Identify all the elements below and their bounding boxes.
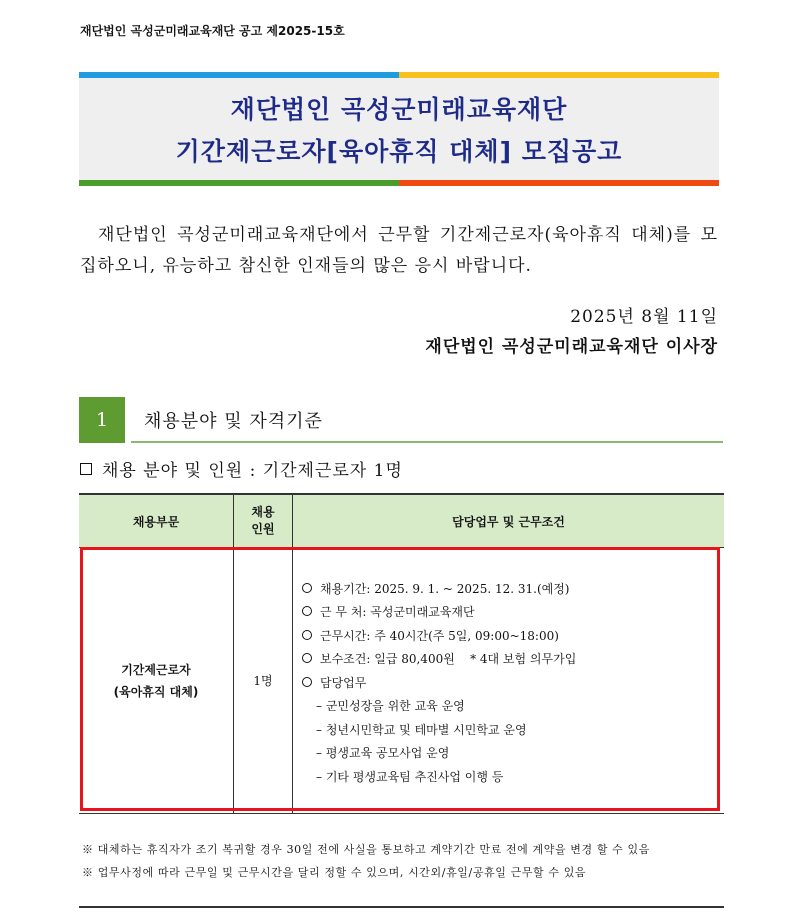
duty-item: 보수조건: 일급 80,400원 * 4대 보험 의무가입 bbox=[302, 648, 724, 672]
section-header bbox=[79, 397, 723, 443]
header-duties: 담당업무 및 근무조건 bbox=[293, 494, 725, 548]
title-bottom-bar bbox=[79, 180, 719, 186]
section-underline bbox=[131, 441, 723, 443]
duty-item: 근무시간: 주 40시간(주 5일, 09:00~18:00) bbox=[302, 625, 724, 649]
circle-bullet-icon bbox=[302, 677, 312, 687]
dept-cell bbox=[79, 548, 234, 814]
title-banner bbox=[79, 72, 719, 186]
circle-bullet-icon bbox=[302, 630, 312, 640]
section-title: 채용분야 및 자격기준 bbox=[144, 411, 323, 432]
notice-number: 재단법인 곡성군미래교육재단 공고 제2025-15호 bbox=[80, 24, 345, 38]
count-cell: 1명 bbox=[234, 548, 293, 814]
circle-bullet-icon bbox=[302, 606, 312, 616]
title-top-bar bbox=[79, 72, 719, 78]
dept-note: (육아휴직 대체) bbox=[113, 684, 199, 699]
sub-duty-item: – 군민성장을 위한 교육 운영 bbox=[316, 699, 465, 714]
header-count: 채용 인원 bbox=[234, 494, 293, 548]
circle-bullet-icon bbox=[302, 583, 312, 593]
recruitment-table bbox=[79, 493, 724, 814]
sub-duty-item: – 청년시민학교 및 테마별 시민학교 운영 bbox=[316, 722, 527, 737]
announcement-date: 2025년 8월 11일 bbox=[570, 307, 718, 327]
sub-duty-item: – 기타 평생교육팀 추진사업 이행 등 bbox=[316, 769, 504, 784]
section-number: 1 bbox=[79, 397, 125, 443]
duty-item: 근 무 처: 곡성군미래교육재단 bbox=[302, 601, 724, 625]
header-dept: 채용부문 bbox=[79, 494, 234, 548]
issuer-name: 재단법인 곡성군미래교육재단 이사장 bbox=[425, 337, 718, 357]
title-line-1: 재단법인 곡성군미래교육재단 bbox=[230, 95, 568, 124]
intro-paragraph: 재단법인 곡성군미래교육재단에서 근무할 기간제근로자(육아휴직 대체)를 모집하오니, 유능하고 참신한 인재들의 많은 응시 바랍니다. bbox=[80, 225, 718, 276]
duties-cell bbox=[293, 548, 725, 814]
square-bullet-icon bbox=[80, 463, 92, 475]
subsection-heading bbox=[80, 456, 403, 481]
footnote: ※ 대체하는 휴직자가 조기 복귀할 경우 30일 전에 사실을 통보하고 계약기간 만료 전에 계약을 변경 할 수 있음 bbox=[82, 843, 650, 856]
sub-duty-item: – 평생교육 공모사업 운영 bbox=[316, 746, 450, 761]
footnotes bbox=[82, 838, 650, 884]
dept-name: 기간제근로자 bbox=[121, 662, 191, 677]
footnote: ※ 업무사정에 따라 근무일 및 근무시간을 달리 정할 수 있으며, 시간외/휴일/공휴일 근무할 수 있음 bbox=[82, 866, 587, 879]
duty-item: 채용기간: 2025. 9. 1. ~ 2025. 12. 31.(예정) bbox=[302, 578, 724, 602]
table-header-row bbox=[79, 494, 724, 548]
bottom-divider bbox=[79, 906, 724, 908]
circle-bullet-icon bbox=[302, 653, 312, 663]
table-row bbox=[79, 548, 724, 814]
title-line-2: 기간제근로자[육아휴직 대체] 모집공고 bbox=[175, 137, 623, 166]
subsection-text: 채용 분야 및 인원 : 기간제근로자 1명 bbox=[102, 461, 403, 481]
duty-item: 담당업무 bbox=[302, 672, 724, 696]
